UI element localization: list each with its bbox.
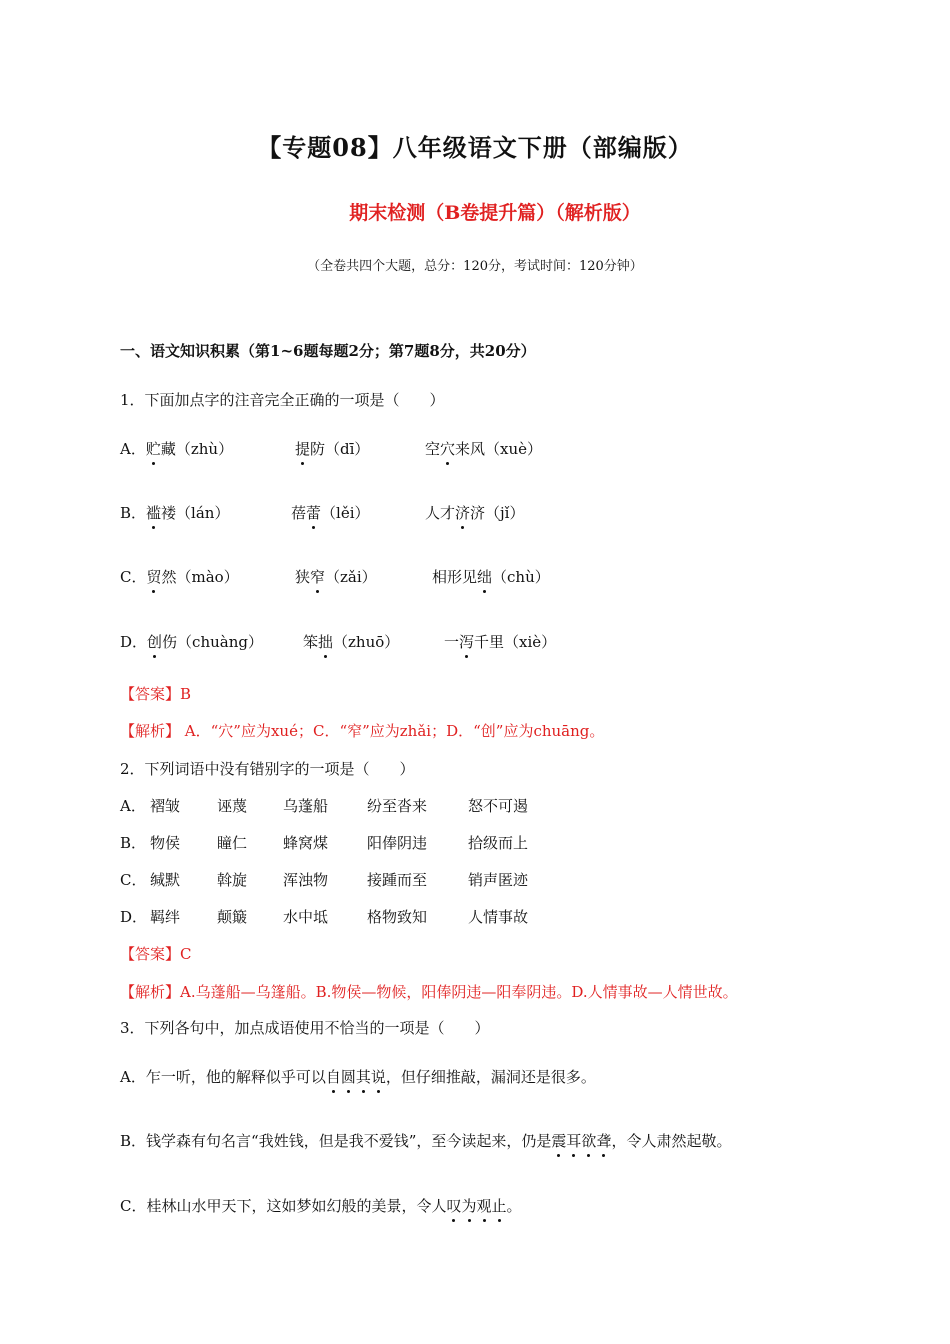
- q3-option-b: [120, 1130, 731, 1151]
- sentence-text: C．桂林山水甲天下，这如梦如幻般的美景，令人: [120, 1197, 447, 1215]
- option-text: （lěi）: [321, 504, 370, 522]
- option-text: 来风（xuè）: [455, 440, 543, 458]
- dotted-char: 穴: [440, 440, 456, 458]
- q1-option-b-2: [291, 502, 370, 523]
- dotted-char: 欲: [581, 1132, 597, 1150]
- word: 怒不可遏: [468, 797, 529, 815]
- word: 斡旋: [217, 871, 248, 889]
- word: 诬蔑: [217, 797, 248, 815]
- word: 格物致知: [367, 908, 428, 926]
- question-1-stem: 1．下面加点字的注音完全正确的一项是（ ）: [120, 391, 445, 409]
- dotted-char: 泻: [459, 633, 475, 651]
- q3-option-a: [120, 1066, 596, 1087]
- option-text: 空: [425, 440, 441, 458]
- option-label: B．: [120, 834, 147, 852]
- q2-option-c: [120, 869, 620, 891]
- q2-option-a: [120, 795, 620, 817]
- sentence-text: 。: [506, 1197, 522, 1215]
- dotted-char: 拙: [318, 633, 334, 651]
- dotted-char: 贮: [145, 440, 161, 458]
- analysis-text: A．“穴”应为xué；C．“窄”应为zhǎi；D．“创”应为chuāng。: [184, 722, 605, 740]
- option-text: 然（mào）: [161, 568, 239, 586]
- section-heading: 一、语文知识积累（第1~6题每题2分；第7题8分，共20分）: [120, 342, 536, 360]
- dotted-char: 观: [476, 1197, 492, 1215]
- option-text: （zhuō）: [333, 633, 400, 651]
- word: 浑浊物: [283, 871, 329, 889]
- q2-analysis: [120, 981, 738, 1002]
- option-label: D．: [120, 908, 148, 926]
- dotted-char: 自: [325, 1068, 341, 1086]
- word: 拾级而上: [468, 834, 529, 852]
- analysis-text: A.乌蓬船—乌篷船。B.物侯—物候，阳俸阴违—阳奉阴违。D.人情事故—人情世故。: [180, 983, 738, 1001]
- option-text: 一: [444, 633, 460, 651]
- word: 销声匿迹: [468, 871, 529, 889]
- dotted-char: 为: [461, 1197, 477, 1215]
- analysis-label: 【解析】: [120, 983, 181, 1001]
- option-label: A．: [120, 440, 146, 458]
- word: 缄默: [150, 871, 181, 889]
- option-label: B．: [120, 504, 147, 522]
- q1-answer: [120, 683, 191, 704]
- sentence-text: B．钱学森有句名言“我姓钱，但是我不爱钱”，至今读起来，仍是: [120, 1132, 552, 1150]
- dotted-idiom: [326, 1068, 386, 1086]
- word: 羁绊: [150, 908, 181, 926]
- q1-option-d-2: [303, 631, 399, 652]
- option-text: 蓓: [291, 504, 307, 522]
- dotted-char: 绌: [477, 568, 493, 586]
- dotted-char: 叹: [446, 1197, 462, 1215]
- option-text: （chù）: [492, 568, 550, 586]
- q1-option-c: [120, 566, 239, 587]
- word: 纷至沓来: [367, 797, 428, 815]
- option-text: 相形见: [432, 568, 478, 586]
- answer-value: B: [180, 685, 192, 703]
- q1-option-b-3: [425, 502, 524, 523]
- q1-option-c-3: [432, 566, 550, 587]
- dotted-char: 聋: [596, 1132, 612, 1150]
- dotted-char: 圆: [340, 1068, 356, 1086]
- q2-option-b: [120, 832, 620, 854]
- document-subtitle: 期末检测（B卷提升篇）（解析版）: [349, 202, 641, 224]
- answer-value: C: [180, 945, 192, 963]
- dotted-char: 贸: [146, 568, 162, 586]
- option-text: 千里（xiè）: [474, 633, 557, 651]
- dotted-char: 说: [370, 1068, 386, 1086]
- word: 褶皱: [150, 797, 181, 815]
- question-3-stem: 3．下列各句中，加点成语使用不恰当的一项是（ ）: [120, 1019, 490, 1037]
- dotted-idiom: [551, 1132, 611, 1150]
- option-label: C．: [120, 568, 147, 586]
- answer-label: 【答案】: [120, 945, 181, 963]
- document-title: 【专题08】八年级语文下册（部编版）: [257, 133, 693, 162]
- dotted-char: 提: [295, 440, 311, 458]
- option-label: D．: [120, 633, 148, 651]
- option-text: 人才: [425, 504, 456, 522]
- sentence-text: ，令人肃然起敬。: [611, 1132, 732, 1150]
- option-text: 藏（zhù）: [160, 440, 234, 458]
- q1-option-d: [120, 631, 263, 652]
- option-text: 防（dī）: [310, 440, 370, 458]
- dotted-char: 蕾: [306, 504, 322, 522]
- word: 物侯: [150, 834, 181, 852]
- option-text: 济（jǐ）: [470, 504, 525, 522]
- q1-option-a: [120, 438, 233, 459]
- word: 人情事故: [468, 908, 529, 926]
- analysis-label: 【解析】: [120, 722, 181, 740]
- word: 乌蓬船: [283, 797, 329, 815]
- dotted-char: 震: [551, 1132, 567, 1150]
- option-text: （zǎi）: [325, 568, 377, 586]
- dotted-idiom: [446, 1197, 506, 1215]
- option-text: 笨: [303, 633, 319, 651]
- q3-option-c: [120, 1195, 522, 1216]
- q1-option-a-3: [425, 438, 542, 459]
- word: 接踵而至: [367, 871, 428, 889]
- question-2-stem: 2．下列词语中没有错别字的一项是（ ）: [120, 760, 415, 778]
- word: 瞳仁: [217, 834, 248, 852]
- sentence-text: ，但仔细推敲，漏洞还是很多。: [385, 1068, 596, 1086]
- option-label: C．: [120, 871, 147, 889]
- dotted-char: 其: [355, 1068, 371, 1086]
- answer-label: 【答案】: [120, 685, 181, 703]
- dotted-char: 止: [491, 1197, 507, 1215]
- sentence-text: A．乍一听，他的解释似乎可以: [120, 1068, 326, 1086]
- dotted-char: 耳: [566, 1132, 582, 1150]
- word: 阳俸阴违: [367, 834, 428, 852]
- q2-option-d: [120, 906, 620, 928]
- dotted-char: 窄: [310, 568, 326, 586]
- word: 蜂窝煤: [283, 834, 329, 852]
- dotted-char: 褴: [146, 504, 162, 522]
- option-text: 褛（lán）: [161, 504, 230, 522]
- q1-analysis: [120, 720, 604, 741]
- exam-note: （全卷共四个大题，总分：120分，考试时间：120分钟）: [307, 259, 643, 274]
- word: 颠簸: [217, 908, 248, 926]
- q1-option-c-2: [295, 566, 377, 587]
- dotted-char: 济: [455, 504, 471, 522]
- option-text: 伤（chuàng）: [162, 633, 263, 651]
- option-label: A．: [120, 797, 146, 815]
- q1-option-d-3: [444, 631, 556, 652]
- word: 水中坻: [283, 908, 329, 926]
- option-text: 狭: [295, 568, 311, 586]
- q1-option-a-2: [295, 438, 369, 459]
- q1-option-b: [120, 502, 229, 523]
- q2-answer: [120, 943, 192, 964]
- dotted-char: 创: [147, 633, 163, 651]
